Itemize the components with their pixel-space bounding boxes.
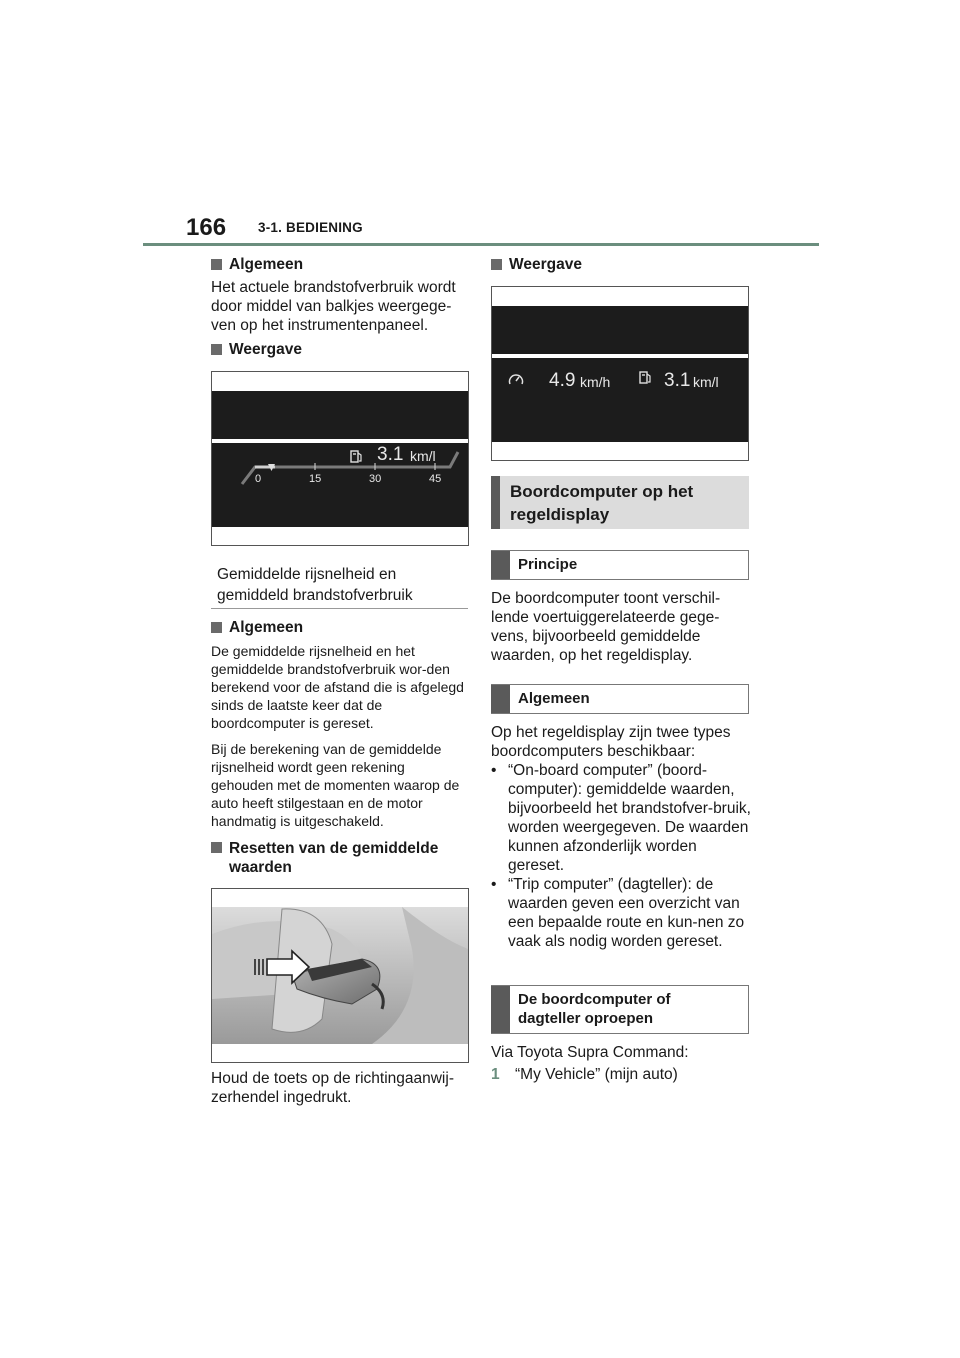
heading-algemeen-2: Algemeen — [211, 619, 303, 637]
square-bullet-icon — [211, 842, 222, 853]
square-bullet-icon — [211, 622, 222, 633]
step-number: 1 — [491, 1066, 500, 1083]
speedometer-icon — [508, 372, 524, 386]
display-panel — [492, 358, 748, 442]
subsection-tab — [491, 551, 510, 579]
fuel-value: 3.1 — [377, 444, 404, 465]
list-item: • “On-board computer” (boord-computer): gemiddelde waarden, bijvoorbeeld het brandstofver-bruik, worden weergegeven. De waarden kunnen afzonderlijk worden gereset. — [491, 762, 751, 874]
subsection-label: Algemeen — [518, 690, 590, 707]
square-bullet-icon — [211, 344, 222, 355]
square-bullet-icon — [211, 259, 222, 270]
fuel-pump-icon — [639, 371, 651, 385]
subsection-tab — [491, 986, 510, 1033]
section-title: Boordcomputer op het regeldisplay — [491, 476, 749, 529]
subsection-label: De boordcomputer of dagteller oproepen — [518, 991, 671, 1027]
scale-label: 45 — [429, 473, 442, 485]
speed-value: 4.9 — [549, 370, 576, 391]
bullet-glyph: • — [491, 762, 497, 779]
paragraph-current-consumption: Het actuele brandstofverbruik wordt door middel van balkjes weergege-ven op het instrumentenpaneel. — [211, 279, 456, 334]
display-band-top — [492, 306, 748, 354]
fuel-unit: km/l — [693, 374, 719, 390]
paragraph-average-calc: De gemiddelde rijsnelheid en het gemiddelde brandstofverbruik wor-den berekend voor de afstand die is afgelegd sinds de laatste keer dat de boordcomputer is gereset. — [211, 643, 464, 731]
display-figure-2 — [491, 286, 749, 461]
bullet-glyph: • — [491, 876, 497, 893]
speed-unit: km/h — [580, 374, 611, 390]
fuel-pump-icon — [351, 451, 361, 462]
display-band-top — [212, 391, 468, 439]
paragraph-via-command: Via Toyota Supra Command: — [491, 1044, 689, 1061]
subsection-tab — [491, 685, 510, 713]
paragraph-standstill: Bij de berekening van de gemiddelde rijsnelheid wordt geen rekening gehouden met de momenten waarop de auto heeft stilgestaan en de motor handmatig is uitgeschakeld. — [211, 741, 460, 829]
step-text: “My Vehicle” (mijn auto) — [515, 1066, 678, 1083]
figure-caption: Gemiddelde rijsnelheid en gemiddeld brandstofverbruik — [217, 566, 413, 604]
bullet-list — [491, 761, 751, 951]
fuel-unit: km/l — [410, 448, 436, 464]
scale-label: 30 — [369, 473, 382, 485]
page-number: 166 — [186, 214, 227, 241]
steering-column-drawing — [212, 889, 468, 1062]
subsection-algemeen — [491, 684, 749, 714]
paragraph-types: Op het regeldisplay zijn twee types boordcomputers beschikbaar: — [491, 724, 731, 760]
subsection-label: Principe — [518, 556, 578, 573]
caption-rule — [211, 608, 468, 609]
paragraph-hold-button: Houd de toets op de richtingaanwij-zerhendel ingedrukt. — [211, 1070, 454, 1106]
step-1 — [491, 1065, 753, 1084]
display-figure-1 — [211, 371, 469, 546]
heading-reset: Resetten van de gemiddelde waarden — [211, 839, 469, 877]
paragraph-principe: De boordcomputer toont verschil-lende voertuiggerelateerde gege-vens, bijvoorbeeld gemiddelde waarden, op het regeldisplay. — [491, 590, 721, 664]
heading-weergave-2: Weergave — [491, 256, 582, 274]
square-bullet-icon — [491, 259, 502, 270]
display-panel — [212, 443, 468, 527]
stalk-illustration — [211, 888, 469, 1063]
scale-label: 15 — [309, 473, 322, 485]
heading-algemeen-1: Algemeen — [211, 256, 303, 274]
scale-label: 0 — [255, 473, 262, 485]
subsection-oproepen — [491, 985, 749, 1034]
subsection-principe — [491, 550, 749, 580]
header-rule — [143, 243, 819, 246]
chapter-title: 3-1. BEDIENING — [258, 220, 363, 235]
fuel-value: 3.1 — [664, 370, 691, 391]
list-item: • “Trip computer” (dagteller): de waarden geven een overzicht van een bepaalde route en kun-nen zo vaak als nodig worden gereset. — [491, 876, 745, 950]
heading-weergave-1: Weergave — [211, 341, 302, 359]
